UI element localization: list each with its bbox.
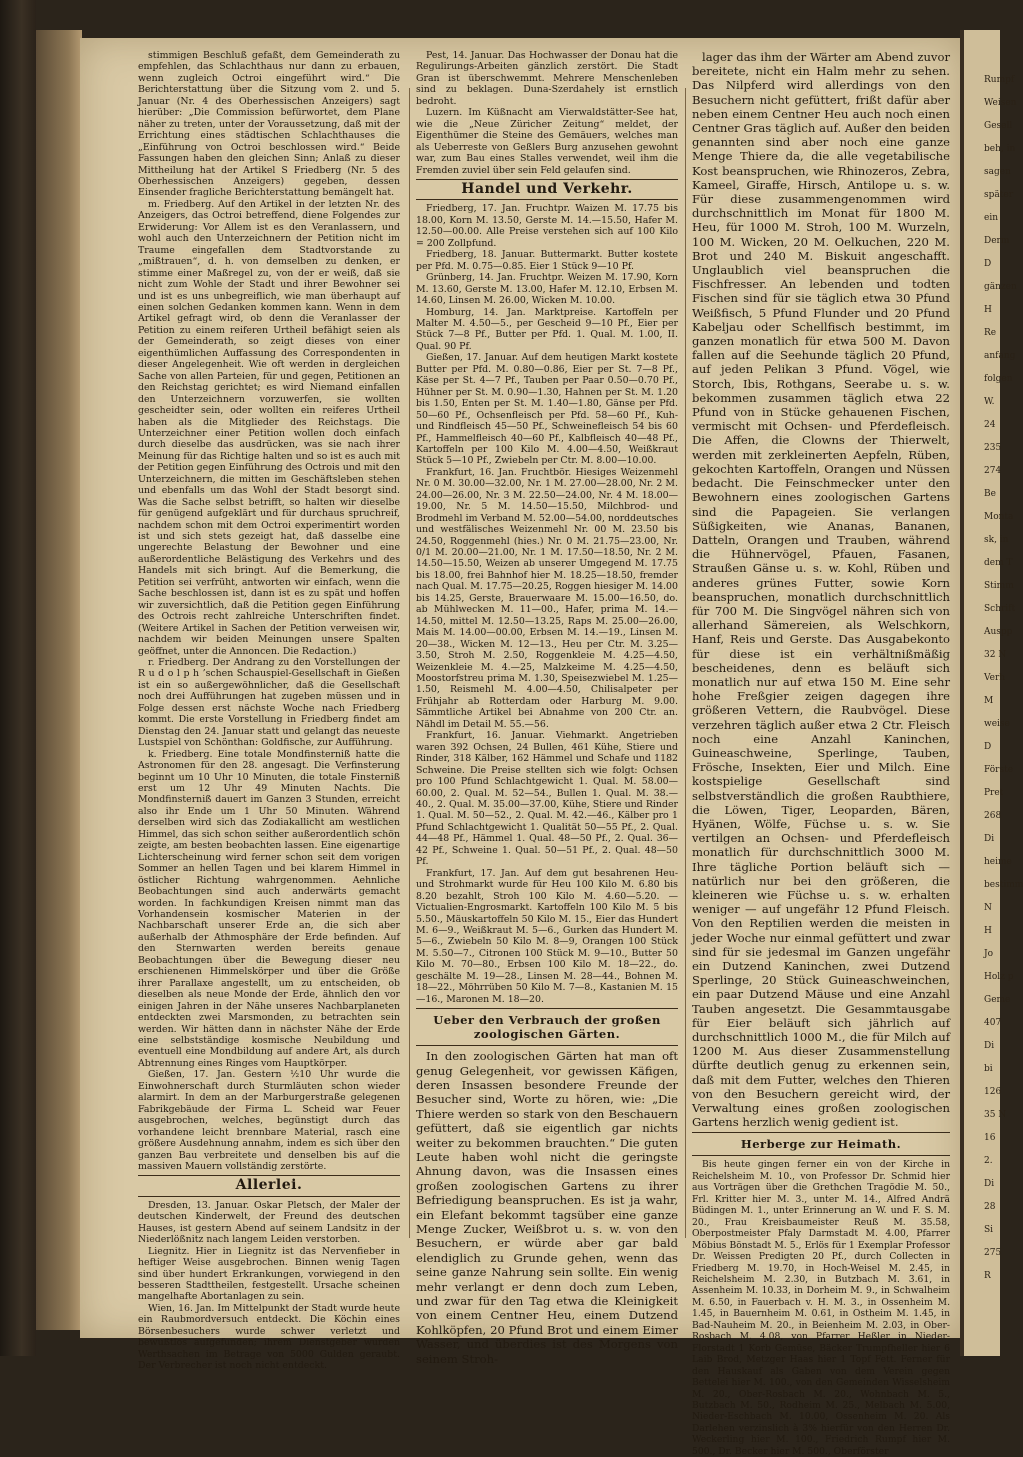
local-news bbox=[138, 50, 400, 1172]
column-2 bbox=[416, 50, 678, 1366]
fragment-text: Holz p bbox=[984, 972, 1014, 982]
paragraph: Gießen, 17. Januar. Auf dem heutigen Markt kostete Butter per Pfd. M. 0.80—0.86, Eier per St. 7—8 Pf., Käse per St. 4—7 Pf., Tauben per Paar 0.50—0.70 Pf., Hühner per St. M. 0.90—1.30, Hahnen per St. M. 1.20 bis 1.50, Enten per St. M. 1.40—1.80, Gänse per Pfd. 50—60 Pf., Ochsenfleisch per Pfd. 58—60 Pf., Kuh- und Rindfleisch 45—50 Pf., Schweinefleisch 54 bis 60 Pf., Hammelfleisch 40—60 Pf., Kalbfleisch 40—48 Pf., Kartoffeln per 100 Kilo M. 4.00—4.50, Weißkraut Stück 5—10 Pf., Zwiebeln per Ctr. M. 8.00—10.00. bbox=[416, 352, 678, 467]
fragment-text: 126 bbox=[984, 1087, 1002, 1097]
fragment-text: Verh bbox=[984, 673, 1006, 683]
fragment-text: Derm bbox=[984, 236, 1010, 246]
section-rule bbox=[138, 1175, 400, 1176]
paragraph: Frankfurt, 17. Jan. Auf dem gut besahrenen Heu- und Strohmarkt wurde für Heu 100 Kilo M. 6.80 bis 8.20 bezahlt, Stroh 100 Kilo M. 4.60—5.20. — Victualien-Engrosmarkt. Kartoffeln 100 Kilo M. 5 bis 5.50., Mäuskartoffeln 50 Kilo M. 15., Eier das Hundert M. 6—9., Weißkraut M. 5—6., Gurken das Hundert M. 5—6., Zwiebeln 50 Kilo M. 8—9, Orangen 100 Stück M. 5.50—7., Citronen 100 Stück M. 9—10., Butter 50 Kilo M. 70—80., Erbsen 100 Kilo M. 18—22., do. geschälte M. 19—28., Linsen M. 28—44., Bohnen M. 18—22., Möhrrüben 50 Kilo M. 7—8., Kastanien M. 15—16., Maronen M. 18—20. bbox=[416, 867, 678, 1005]
paragraph: Bis heute gingen ferner ein von der Kirche in Reichelsheim M. 10., von Professor Dr. Schmid hier aus Vorträgen über die Grethchen Tragödie M. 50., Frl. Kritter hier M. 3., unter M. 14., Alfred Andrä Büdingen M. 1., unter Erinnerung an W. und F. S. M. 20., Frau Kreisbaumeister Reuß M. 35.58, Oberpostmeister Pfaly Darmstadt M. 4.00, Pfarrer Möbius Bönstadt M. 5., Erlös für 1 Exemplar Professor Dr. Weissen Predigten 20 Pf., durch Collecten in Friedberg M. 19.70, in Hoch-Weisel M. 2.45, in Reichelsheim M. 2.30, in Butzbach M. 3.61, in Assenheim M. 10.33, in Dorheim M. 9., in Schwalheim M. 6.50, in Fauerbach v. H. M. 3., in Ossenheim M. 1.45, in Bauernheim M. 0.61, in Ostheim M. 1.45, in Bad-Nauheim M. 20., in Beienheim M. 2.03, in Ober-Rosbach M. 4.08, von Pfarrer Heßler in Nieder-Florstadt 1 Korb Gemüse, Bäcker Trumpfheller hier 6 Laib Brod, Metzger Haas hier 1 Topf Fett. Ferner für den Hauskauf als Gaben von dem Verein gegen Bettelei hier M. 100., von den Gemeinden Wisselsheim M. 20., Ober-Rosbach M. 20., Wohnbach M. 5., Butzbach M. 50., Rodheim M. 25., Melbach M. 5.00, Nieder-Eschbach M. 10.00, Ossenheim M. 20. Als Darlehen verzinslich à 3% hierfür von den Herren Dr. Weckerling hier M. 100., Friedrich Rumpf hier M. 500., Dr. Becker hier M. 500., Oberförster bbox=[692, 1159, 950, 1457]
paragraph: k. Friedberg. Eine totale Mondfinsterniß hatte die Astronomen für den 28. angesagt. Die Verfinsterung beginnt um 10 Uhr 10 Minuten, die totale Finsterniß erst um 12 Uhr 49 Minuten Nachts. Die Mondfinsterniß dauert im Ganzen 3 Stunden, erreicht also ihr Ende um 1 Uhr 50 Minuten. Während derselben wird sich das Zodiakallicht am westlichen Himmel, das sich schon seither außerordentlich schön zeigte, am besten beobachten lassen. Eine eigenartige Lichterscheinung wird ferner schon seit dem vorigen Sommer an hellen Tagen und bei klarem Himmel in östlicher Richtung wahrgenommen. Aehnliche Beobachtungen sind auch anderwärts gemacht worden. In fachkundigen Kreisen nimmt man das Vorhandensein kosmischer Materien in der Nachbarschaft unserer Erde an, die sich aber außerhalb der Athmosphäre der Erde befinden. Auf den Sternwarten werden bereits genaue Beobachtungen über die Bewegung dieser neu erschienenen Himmelskörper und über die Größe ihrer Parallaxe angestellt, um zu entscheiden, ob dieselben als neue Monde der Erde, ähnlich den vor einigen Jahren in der Nähe unseres Nachbarplaneten entdeckten zwei Marsmonden, zu betrachten sein werden. Wir hätten dann in nächster Nähe der Erde eine selbstständige kosmische Neubildung und eventuell eine Mondbildung auf andere Art, als durch Abtrennung eines Ringes vom Hauptkörper. bbox=[138, 748, 400, 1069]
section-rule bbox=[416, 1045, 678, 1046]
column-1 bbox=[138, 50, 400, 1372]
paragraph: lager das ihm der Wärter am Abend zuvor bereitete, nicht ein Halm mehr zu sehen. Das Nilpferd wird allerdings von den Besuchern nicht gefüttert, frißt dafür aber neben einem Centner Heu auch noch einen Centner Gras täglich auf. Außer den beiden genannten sind aber noch eine ganze Menge Thiere da, die alle vegetabilische Kost beanspruchen, wie Rhinozeros, Zebra, Kameel, Giraffe, Hirsch, Antilope u. s. w. Für diese zusammengenommen wird durchschnittlich im Monat für 1800 M. Heu, für 1000 M. Stroh, 100 M. Wurzeln, 100 M. Wicken, 20 M. Oelkuchen, 220 M. Brot und 240 M. Biskuit angeschafft. Unglaublich viel beanspruchen die Fischfresser. An lebenden und todten Fischen sind für sie täglich etwa 30 Pfund Weißfisch, 5 Pfund Flunder und 20 Pfund Kabeljau oder Schellfisch bestimmt, im ganzen monatlich für etwa 500 M. Davon fallen auf die Seehunde täglich 20 Pfund, auf jeden Pelikan 3 Pfund. Vögel, wie Storch, Ibis, Rothgans, Seerabe u. s. w. bekommen zusammen täglich etwa 22 Pfund von in Stücke gehauenen Fischen, vermischt mit Ochsen- und Pferdefleisch. Die Affen, die Clowns der Thierwelt, werden mit zerkleinerten Aepfeln, Rüben, gekochten Kartoffeln, Orangen und Nüssen bedacht. Die Feinschmecker unter den Bewohnern eines zoologischen Gartens sind die Papageien. Sie verlangen Süßigkeiten, wie Ananas, Bananen, Datteln, Orangen und Trauben, während die Hühnervögel, Pfauen, Fasanen, Straußen Gänse u. s. w. Kohl, Rüben und anderes grünes Futter, sowie Korn beanspruchen, monatlich durchschnittlich für 700 M. Die Singvögel nähren sich von allerhand Sämereien, als Welschkorn, Hanf, Reis und Gerste. Das Ausgabekonto für diese ist ein verhältnißmäßig bescheidenes, denn es beläuft sich monatlich nur auf etwa 150 M. Eine sehr hohe Freßgier zeigen dagegen ihre größeren Vettern, die Raubvögel. Diese verzehren täglich außer etwa 2 Ctr. Fleisch noch eine Anzahl Kaninchen, Guineaschweine, Sperlinge, Tauben, Frösche, Insekten, Eier und Milch. Eine kostspielige Gesellschaft sind selbstverständlich die großen Raubthiere, die Löwen, Tiger, Leoparden, Bären, Hyänen, Wölfe, Füchse u. s. w. Sie vertilgen an Ochsen- und Pferdefleisch monatlich für durchschnittlich 3000 M. Ihre tägliche Portion beläuft sich — natürlich nur bei den größeren, die kleineren wie Füchse u. s. w. erhalten weniger — auf ungefähr 12 Pfund Fleisch. Von den Reptilien werden die meisten in jeder Woche nur einmal gefüttert und zwar sind für sie jedesmal im Ganzen ungefähr ein Dutzend Kaninchen, zwei Dutzend Sperlinge, 20 Stück Guineaschweinchen, ein paar Dutzend Mäuse und eine Anzahl Tauben angesetzt. Die Gesammtausgabe für Eier beläuft sich jährlich auf durchschnittlich 1000 M., die für Milch auf 1200 M. Aus dieser Zusammenstellung dürfte deutlich genug zu erkennen sein, daß mit dem Futter, welches den Thieren von den Besuchern gereicht wird, der Verwaltung eines großen zoologischen Gartens herzlich wenig gedient ist. bbox=[692, 50, 950, 1130]
fragment-text: 24 bbox=[984, 420, 996, 430]
paragraph: Frankfurt, 16. Jan. Fruchtbör. Hiesiges Weizenmehl Nr. 0 M. 30.00—32.00, Nr. 1 M. 27.00—28.00, Nr. 2 M. 24.00—26.00, Nr. 3 M. 22.50—24.00, Nr. 4 M. 18.00—19.00, Nr. 5 M. 14.50—15.50, Milchbrod- und Brodmehl im Verband M. 52.00—54.00, norddeutsches und westfälisches Weizenmehl Nr. 00 M. 23.50 bis 24.50, Roggenmehl (hies.) Nr. 0 M. 21.75—23.00, Nr. 0/1 M. 20.00—21.00, Nr. 1 M. 17.50—18.50, Nr. 2 M. 14.50—15.50, Weizen ab unserer Umgegend M. 17.75 bis 18.00, frei Bahnhof hier M. 18.25—18.50, fremder nach Qual. M. 17.75—20.25, Roggen hiesiger M. 14.00 bis 14.25, Gerste, Brauerwaare M. 15.00—16.50, do. ab Mühlwecken M. 11—00., Hafer, prima M. 14.—14.50, mittel M. 12.50—13.25, Raps M. 25.00—26.00, Mais M. 14.00—00.00, Erbsen M. 14.—19., Linsen M. 20—38., Wicken M. 12—13., Heu per Ctr. M. 3.25—3.50, Stroh M. 2.50, Roggenkleie M. 4.25—4.50, Weizenkleie M. 4.—25, Malzkeime M. 4.25—4.50, Moostorfstreu prima M. 1.30, Speisezwiebel M. 1.25—1.50, Reismehl M. 4.00—4.50, Chilisalpeter per Frühjahr ab Rotterdam oder Harburg M. 9.00. Sämmtliche Artikel bei Abnahme von 200 Ctr. an. Nähdl im Detail M. 55.—56. bbox=[416, 466, 678, 730]
fragment-text: dem T bbox=[984, 558, 1013, 568]
fragment-text: Monta bbox=[984, 512, 1014, 522]
fragment-text: 274 bbox=[984, 466, 1002, 476]
fragment-text: Gesell bbox=[984, 121, 1013, 131]
paragraph: Liegnitz. Hier in Liegnitz ist das Nervenfieber in heftiger Weise ausgebrochen. Binnen wenig Tagen sind über hundert Erkrankungen, vorwiegend in den besseren Stadttheilen, festgestellt. Ursache scheinen mangelhafte Abortanlagen zu sein. bbox=[138, 1245, 400, 1303]
fragment-text: Di bbox=[984, 1041, 995, 1051]
paragraph: Grünberg, 14. Jan. Fruchtpr. Weizen M. 17.90, Korn M. 13.60, Gerste M. 13.00, Hafer M. 12.10, Erbsen M. 14.60, Linsen M. 26.00, Wicken M. 10.00. bbox=[416, 272, 678, 307]
fragment-text: bi bbox=[984, 1064, 993, 1074]
fragment-text: weise bbox=[984, 719, 1010, 729]
fragment-text: Stimm bbox=[984, 581, 1014, 591]
section-rule bbox=[416, 1008, 678, 1009]
section-rule bbox=[138, 1196, 400, 1197]
page-edge bbox=[36, 30, 82, 1330]
fragment-text: 235 bbox=[984, 443, 1002, 453]
adjacent-page-fragment bbox=[964, 30, 1023, 1356]
fragment-text: 28 bbox=[984, 1202, 996, 1212]
market-reports bbox=[416, 203, 678, 1005]
fragment-text: Rumpf bbox=[984, 75, 1015, 85]
fragment-text: Be bbox=[984, 489, 996, 499]
paragraph: r. Friedberg. Der Andrang zu den Vorstellungen der R u d o l p h ’schen Schauspiel-Gesellschaft in Gießen ist ein so außergewöhnlicher, daß die Gesellschaft noch drei Aufführungen hat zugeben müssen und in Folge dessen erst nächste Woche nach Friedberg kommt. Die erste Vorstellung in Friedberg findet am Dienstag den 24. Januar statt und gelangt das neueste Lustspiel von Schönthan: Goldfische, zur Aufführung. bbox=[138, 657, 400, 749]
paragraph: Frankfurt, 16. Januar. Viehmarkt. Angetrieben waren 392 Ochsen, 24 Bullen, 461 Kühe, Stiere und Rinder, 318 Kälber, 162 Hämmel und Schafe und 1182 Schweine. Die Preise stellten sich wie folgt: Ochsen pro 100 Pfund Schlachtgewicht 1. Qual. M. 58.00—60.00, 2. Qual. M. 52—54., Bullen 1. Qual. M. 38.—40., 2. Qual. M. 35.00—37.00, Kühe, Stiere und Rinder 1. Qual. M. 50—52., 2. Qual. M. 42.—46., Kälber pro 1 Pfund Schlachtgewicht 1. Qualität 50—55 Pf., 2. Qual. 44—48 Pf., Hämmel 1. Qual. 48—50 Pf., 2. Qual. 36—42 Pf., Schweine 1. Qual. 50—51 Pf., 2. Qual. 48—50 Pf. bbox=[416, 730, 678, 868]
fragment-text: heime bbox=[984, 857, 1012, 867]
fragment-text: 32 N bbox=[984, 650, 1007, 660]
fragment-text: Re bbox=[984, 328, 997, 338]
fragment-text: 268 bbox=[984, 811, 1002, 821]
fragment-text: Geme bbox=[984, 995, 1011, 1005]
fragment-text: D bbox=[984, 742, 992, 752]
section-rule bbox=[416, 179, 678, 180]
fragment-text: W. bbox=[984, 397, 995, 407]
fragment-text: Di bbox=[984, 834, 995, 844]
paragraph: Pest, 14. Januar. Das Hochwasser der Donau hat die Regulirungs-Arbeiten gänzlich zerstört. Die Stadt Gran ist überschwemmt. Mehrere Menschenleben sind zu beklagen. Duna-Szerdahely ist ernstlich bedroht. bbox=[416, 50, 678, 107]
section-rule bbox=[692, 1132, 950, 1133]
fragment-text: 2. bbox=[984, 1156, 993, 1166]
fragment-text: 407 bbox=[984, 1018, 1002, 1028]
fragment-text: Weisen bbox=[984, 98, 1017, 108]
fragment-text: beh, in bbox=[984, 144, 1016, 154]
fragment-text: anfang bbox=[984, 351, 1016, 361]
fragment-text: Auspp bbox=[984, 627, 1013, 637]
fragment-text: Si bbox=[984, 1225, 994, 1235]
fragment-text: später bbox=[984, 190, 1013, 200]
allerlei-heading: Allerlei. bbox=[235, 1177, 303, 1194]
fragment-text: sagen bbox=[984, 167, 1011, 177]
paragraph: In den zoologischen Gärten hat man oft genug Gelegenheit, vor gewissen Käfigen, deren Insassen besondere Freunde der Besucher sind, Worte zu hören, wie: „Die Thiere werden so stark von den Beschauern gefüttert, daß sie eigentlich gar nichts weiter zu bekommen brauchten.“ Die guten Leute haben wohl nicht die geringste Ahnung davon, was die Insassen eines großen zoologischen Gartens zu ihrer Befriedigung beanspruchen. Es ist ja wahr, ein Elefant bekommt tagsüber eine ganze Menge Zucker, Weißbrot u. s. w. von den Besuchern, er würde aber gar bald elendiglich zu Grunde gehen, wenn das seine ganze Nahrung sein sollte. Ein wenig mehr verlangt er denn doch zum Leben, und zwar für den Tag etwa die Kleinigkeit von einem Centner Heu, einem Dutzend Kohlköpfen, 20 Pfund Brot und einem Eimer Wasser, und überdies ist des Morgens von seinem Stroh- bbox=[416, 1049, 678, 1366]
fragment-text: R bbox=[984, 1271, 991, 1281]
fragment-text: ein bbox=[984, 213, 999, 223]
paragraph: m. Friedberg. Auf den Artikel in der letzten Nr. des Anzeigers, das Octroi betreffend, diene Folgendes zur Erwiderung: Vor Allem ist es den Veranlassern, und wohl auch den Unterzeichnern der Petition nicht im Traume eingefallen dem Stadtvorstande zu „mißtrauen“, d. h. von demselben zu denken, er stimme einer Maßregel zu, von der er weiß, daß sie nicht zum Wohle der Stadt und ihrer Bewohner sei und ist es uns unbegreiflich, wie man überhaupt auf einen solchen Gedanken kommen kann. Wenn in dem Artikel gefragt wird, ob denn die Veranlasser der Petition zu einem reiferen Urtheil befähigt seien als der Gemeinderath, so zeigt dieses von einer eigenthümlichen Auffassung des Correspondenten in dieser Angelegenheit. Wie oft werden in dergleichen Sache von allen Parteien, für und gegen, Petitionen an den Reichstag gerichtet; es wird Niemand einfallen den Unterzeichnern vorzuwerfen, sie wollten gescheidter sein, oder wollten ein reiferes Urtheil haben als die Mitglieder des Reichstags. Die Unterzeichner einer Petition wollen doch einfach durch dieselbe das ausdrücken, was sie nach ihrer Meinung für das Richtige halten und so ist es auch mit der Petition gegen Einführung des Octrois und mit den Unterzeichnern, die mitten im Geschäftsleben stehen und ebenfalls um das Wohl der Stadt besorgt sind. Was die Sache selbst betrifft, so halten wir dieselbe für genügend aufgeklärt und für durchaus spruchreif, nachdem schon mit dem Octroi experimentirt worden ist und sich stets gezeigt hat, daß dasselbe eine ungerechte Belastung der Bewohner und eine außerordentliche Belästigung des Verkehrs und des Handels mit sich bringt. Auf die Bemerkung, die Petition sei verfrüht, antworten wir einfach, wenn die Sache beschlossen ist, dann ist es zu spät und hoffen wir zuversichtlich, daß die Petition gegen Einführung des Octrois recht zahlreiche Unterschriften findet. (Weitere Artikel in Sachen der Petition verweisen wir, nachdem wir beiden Meinungen unsere Spalten geöffnet, unter die Annoncen. Die Redaction.) bbox=[138, 198, 400, 657]
paragraph: Friedberg, 18. Januar. Buttermarkt. Butter kostete per Pfd. M. 0.75—0.85. Eier 1 Stück 9—10 Pf. bbox=[416, 249, 678, 272]
allerlei-section bbox=[138, 1200, 400, 1372]
fragment-text: Pret bbox=[984, 788, 1004, 798]
fragment-text: 16 bbox=[984, 1133, 996, 1143]
fragment-text: Di bbox=[984, 1179, 995, 1189]
herberge-heading: Herberge zur Heimath. bbox=[740, 1137, 902, 1152]
zoo-article-start bbox=[416, 1049, 678, 1366]
zoo-article-continued bbox=[692, 50, 950, 1129]
fragment-text: bestimm bbox=[984, 880, 1023, 890]
fragment-text: Schrift bbox=[984, 604, 1016, 614]
herberge-donations bbox=[692, 1159, 950, 1457]
zoo-article-heading: Ueber den Verbrauch der großen zoologischen Gärten. bbox=[433, 1013, 661, 1042]
section-rule bbox=[692, 1155, 950, 1156]
column-divider bbox=[409, 88, 410, 1238]
misc-news bbox=[416, 50, 678, 176]
section-rule bbox=[416, 199, 678, 200]
handel-heading: Handel und Verkehr. bbox=[461, 180, 633, 197]
fragment-text: N bbox=[984, 903, 992, 913]
column-divider bbox=[685, 88, 686, 1238]
book-binding bbox=[0, 0, 36, 1356]
paragraph: Homburg, 14. Jan. Marktpreise. Kartoffeln per Malter M. 4.50—5., per Gescheid 9—10 Pf., Eier per Stück 7—8 Pf., Butter per Pfd. 1. Qual. M. 1.00, II. Qual. 90 Pf. bbox=[416, 306, 678, 352]
fragment-text: H bbox=[984, 305, 992, 315]
paragraph: Dresden, 13. Januar. Oskar Pletsch, der Maler der deutschen Kinderwelt, der Freund des deutschen Hauses, ist gestern Abend auf seinem Landsitz in der Niederlößnitz nach langem Leiden verstorben. bbox=[138, 1199, 400, 1246]
fragment-text: gänzen bbox=[984, 282, 1017, 292]
fragment-text: D bbox=[984, 259, 992, 269]
fragment-text: 275 bbox=[984, 1248, 1002, 1258]
fragment-text: 35 N bbox=[984, 1110, 1007, 1120]
fragment-text: folgen bbox=[984, 374, 1013, 384]
paragraph: Wien, 16. Jan. Im Mittelpunkt der Stadt wurde heute ein Raubmordversuch entdeckt. Die Köchin eines Börsenbesuchers wurde schwer verletzt und bewußtlos aufgefunden; ihrem Dienstgeber wurden Werthsachen im Betrage von 5000 Gulden geraubt. Der Verbrecher ist noch nicht entdeckt. bbox=[138, 1302, 400, 1372]
fragment-text: sk, in bbox=[984, 535, 1009, 545]
paragraph: Gießen, 17. Jan. Gestern ½10 Uhr wurde die Einwohnerschaft durch Sturmläuten schon wieder alarmirt. In dem an der Marburgerstraße gelegenen Fabrikgebäude der Firma L. Scheid war Feuer ausgebrochen, welches, begünstigt durch das vorhandene leicht brennbare Material, rasch eine größere Ausdehnung annahm, indem es sich über den ganzen Bau verbreitete und denselben bis auf die massiven Mauern vollständig zerstörte. bbox=[138, 1069, 400, 1172]
fragment-text: Jo bbox=[984, 949, 994, 959]
fragment-text: Förste bbox=[984, 765, 1014, 775]
paragraph: stimmigen Beschluß gefaßt, dem Gemeinderath zu empfehlen, das Schlachthaus nur dann zu erbauen, wenn zugleich Octroi eingeführt wird.“ Die Berichterstattung über die Sitzung vom 2. und 5. Januar (Nr. 4 des Oberhessischen Anzeigers) sagt hierüber: „Die Commission befürwortet, dem Plane näher zu treten, unter der Voraussetzung, daß mit der Errichtung eines städtischen Schlachthauses die „Einführung von Octroi beschlossen wird.“ Beide Fassungen haben den gleichen Sinn; Anlaß zu dieser Mittheilung hat der Artikel S Friedberg (Nr. 5 des Oberhessischen Anzeigers) gegeben, dessen Einsender fragliche Berichterstattung bemängelt hat. bbox=[138, 50, 400, 199]
fragment-text: H bbox=[984, 926, 992, 936]
fragment-text: M bbox=[984, 696, 994, 706]
column-3 bbox=[692, 50, 950, 1457]
paragraph: Luzern. Im Küßnacht am Vierwaldstätter-See hat, wie die „Neue Züricher Zeitung“ meldet, der Eigenthümer die Steine des Gemäuers, welches man als Ueberreste von Geßlers Burg anzusehen gewohnt war, zum Bau eines Stalles verwendet, weil ihm die Fremden zuviel über sein Feld gelaufen sind. bbox=[416, 107, 678, 176]
paragraph: Friedberg, 17. Jan. Fruchtpr. Waizen M. 17.75 bis 18.00, Korn M. 13.50, Gerste M. 14.—15.50, Hafer M. 12.50—00.00. Alle Preise verstehen sich auf 100 Kilo = 200 Zollpfund. bbox=[416, 203, 678, 249]
